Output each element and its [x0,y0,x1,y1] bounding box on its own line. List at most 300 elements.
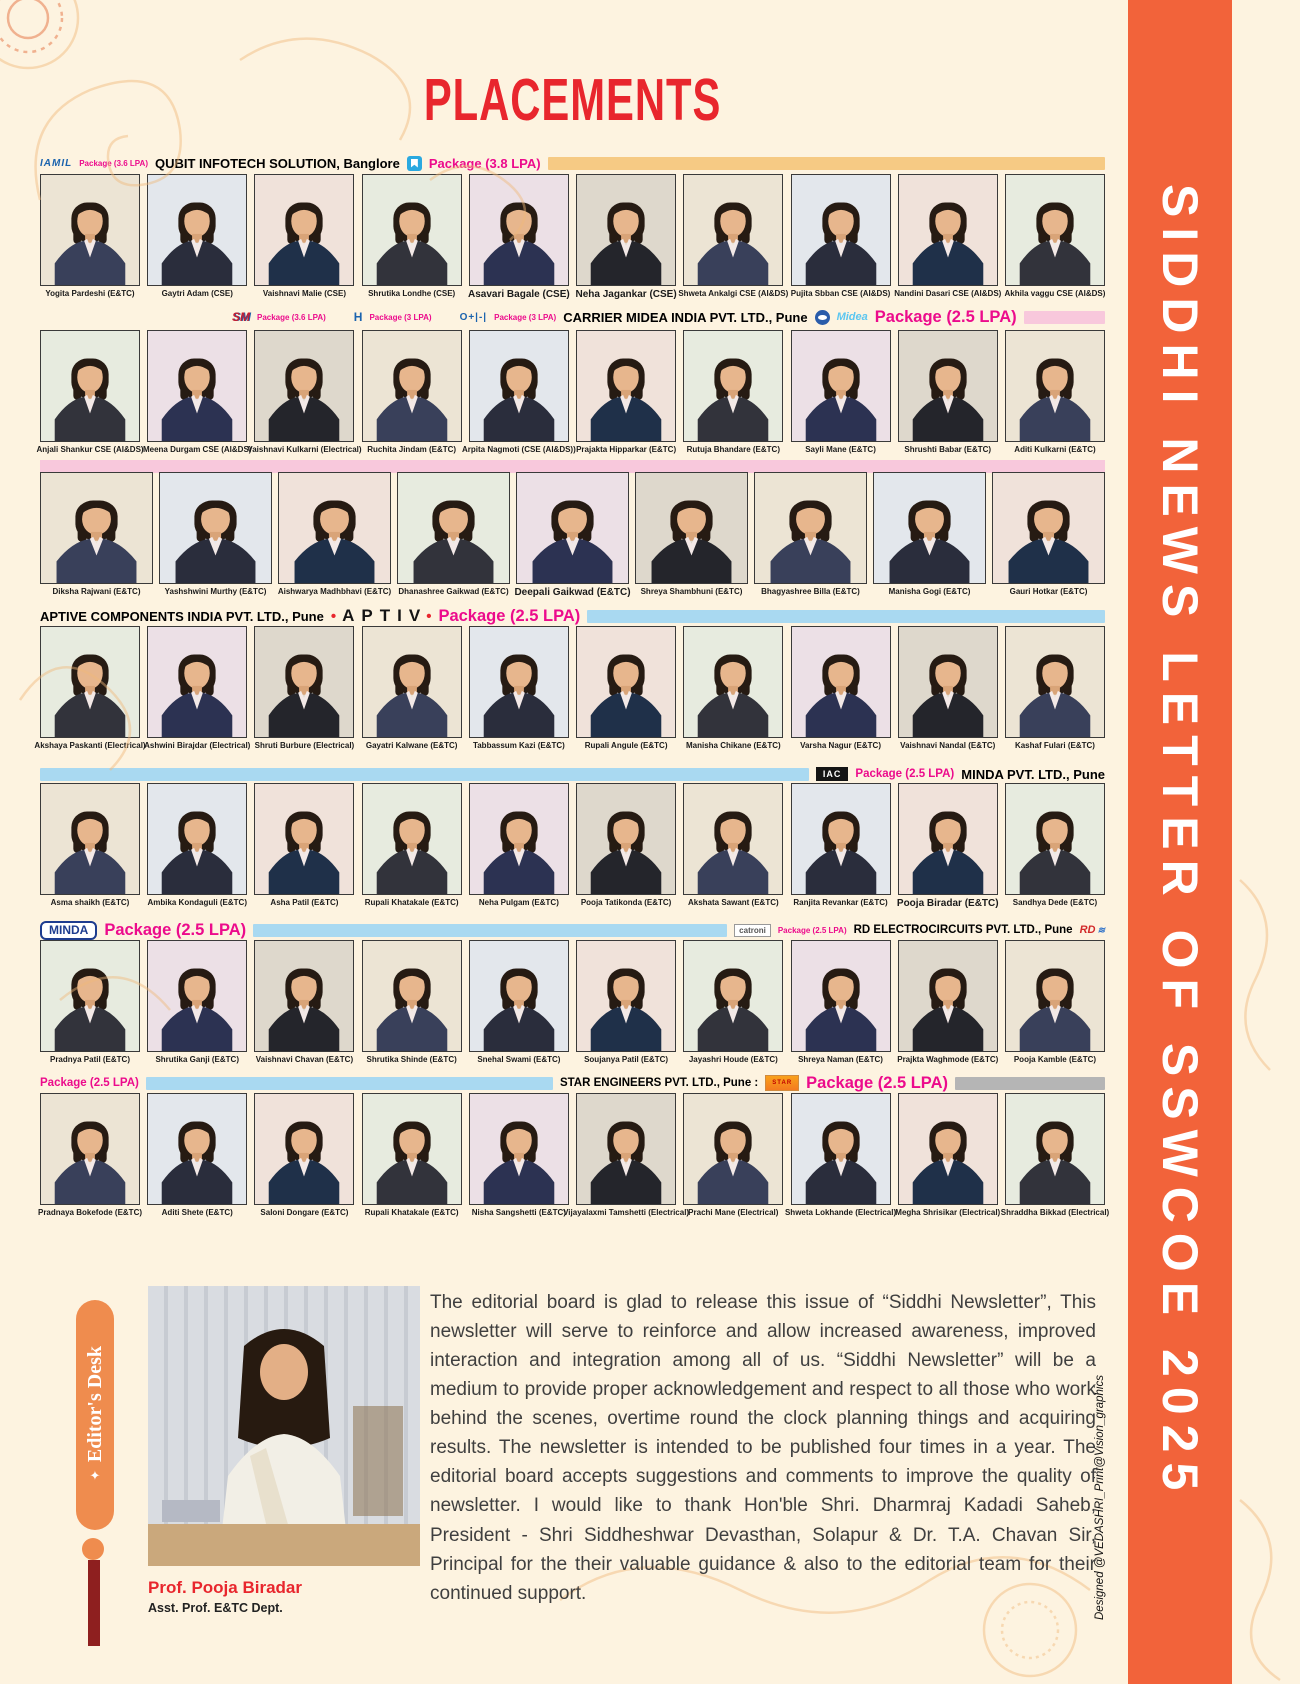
student-photo-image [1006,627,1104,737]
star-logo: STAR [765,1075,799,1091]
rd-logo: RD ≋ [1080,924,1105,936]
student-card [362,174,462,300]
package-label: Package (2.5 LPA) [855,768,955,780]
student-photo-image [1006,941,1104,1051]
editor-photo [148,1286,420,1566]
placement-band [40,764,1105,784]
student-card [576,940,676,1064]
student-photo [683,626,783,738]
package-bar [40,768,809,781]
student-card [683,940,783,1064]
editors-desk-pill [76,1300,114,1530]
student-photo-image [255,175,353,285]
student-photo [469,940,569,1052]
student-photo-image [398,473,509,583]
student-name: Shweta Lokhande (Electrical) [784,1208,897,1217]
student-name: Asha Patil (E&TC) [270,898,339,907]
student-name: Yogita Pardeshi (E&TC) [45,289,135,298]
student-name: Shrutika Shinde (E&TC) [366,1055,457,1064]
minda-logo: MINDA [40,921,97,940]
student-photo [791,174,891,286]
student-photo [40,174,140,286]
student-photo-image [255,784,353,894]
student-photo [683,330,783,442]
student-name: Shruti Burbure (Electrical) [254,741,355,750]
hcl-logo: H [353,310,363,324]
student-photo-image [792,784,890,894]
student-card [461,330,576,454]
student-photo [576,330,676,442]
student-photo-image [792,627,890,737]
student-photo-image [255,1094,353,1204]
student-photo-image [684,784,782,894]
student-name: Shreya Shambhuni (E&TC) [640,587,743,596]
student-name: Ruchita Jindam (E&TC) [367,445,457,454]
package-label: Package (2.5 LPA) [104,920,247,939]
student-photo [576,174,676,286]
student-photo [40,626,140,738]
student-card [683,783,783,909]
student-card [362,783,462,909]
student-card [898,330,998,454]
student-photo [1005,783,1105,895]
student-photo [362,330,462,442]
student-name: Prachi Mane (Electrical) [688,1208,779,1217]
student-name: Rupali Khatakale (E&TC) [364,898,459,907]
student-name: Vaishnavi Kulkarni (Electrical) [247,445,362,454]
student-photo-image [41,627,139,737]
student-card [791,330,891,454]
student-photo [898,330,998,442]
student-name: Nisha Sangshetti (E&TC) [471,1208,566,1217]
editor-designation: Asst. Prof. E&TC Dept. [148,1601,283,1615]
student-photo [40,783,140,895]
student-photo-image [899,331,997,441]
student-photo [683,940,783,1052]
student-card [397,472,510,598]
student-photo-image [363,941,461,1051]
student-card [144,626,251,750]
student-photo-image [363,784,461,894]
student-name: Gaytri Adam (CSE) [161,289,233,298]
student-name: Pradnaya Bokefode (E&TC) [37,1208,143,1217]
student-photo [40,940,140,1052]
package-label: Package (2.5 LPA) [438,606,581,625]
student-card [576,626,676,750]
student-photo [469,626,569,738]
student-name: Shweta Ankalgi CSE (AI&DS) [678,289,789,298]
student-name: Dhanashree Gaikwad (E&TC) [398,587,509,596]
decorative-bar [88,1560,100,1646]
student-photo-image [148,627,246,737]
package-label: Package (3 LPA) [369,312,432,322]
star-icon: ✦ [89,1468,101,1484]
student-name: Akhila vaggu CSE (AI&DS) [1004,289,1106,298]
student-photo-image [577,331,675,441]
student-card [1005,783,1105,909]
student-name: Arpita Nagmoti (CSE (AI&DS)) [461,445,576,454]
student-card [469,940,569,1064]
placement-band [40,1073,1105,1093]
student-name: Shrutika Ganji (E&TC) [155,1055,239,1064]
student-name: Snehal Swami (E&TC) [477,1055,561,1064]
sm-logo: SM [232,310,250,324]
student-name: Prajkta Waghmode (E&TC) [897,1055,999,1064]
student-name: Soujanya Patil (E&TC) [584,1055,669,1064]
student-name: Manisha Chikane (E&TC) [685,741,781,750]
student-card [469,174,569,300]
student-photo [516,472,629,584]
student-photo [469,1093,569,1205]
student-photo-image [755,473,866,583]
package-bar [548,157,1105,170]
student-card [254,1093,354,1217]
student-card [1000,1093,1110,1217]
student-name: Asavari Bagale (CSE) [468,289,570,300]
student-name: Pooja Kamble (E&TC) [1013,1055,1097,1064]
student-card [576,174,676,300]
student-photo-image [470,331,568,441]
package-label: Package (2.5 LPA) [777,925,847,935]
catroni-logo: catroni [734,924,771,937]
spacer [40,317,225,318]
student-photo [576,626,676,738]
package-bar [253,924,727,937]
package-label: Package (2.5 LPA) [806,1073,948,1092]
student-photo [254,330,354,442]
ot-logo: O+|-| [459,311,488,323]
student-photo [898,626,998,738]
student-photo-image [160,473,271,583]
student-photo-image [363,627,461,737]
package-label: Package (3.8 LPA) [428,155,541,171]
student-name: Ashwini Birajdar (Electrical) [144,741,251,750]
student-name: Shrushti Babar (E&TC) [904,445,992,454]
student-name: Diksha Rajwani (E&TC) [52,587,141,596]
student-card [469,1093,569,1217]
student-card [362,1093,462,1217]
student-card [147,174,247,300]
package-bar [955,1077,1105,1090]
student-photo [992,472,1105,584]
student-photo [147,174,247,286]
student-photo [159,472,272,584]
student-photo [147,626,247,738]
student-card [142,330,252,454]
student-photo [683,174,783,286]
student-card [254,626,354,750]
student-card [576,330,676,454]
student-photo [1005,626,1105,738]
student-name: Aishwarya Madhbhavi (E&TC) [277,587,392,596]
student-photo-image [41,1094,139,1204]
student-photo [791,1093,891,1205]
student-photo [147,330,247,442]
student-photo [40,1093,140,1205]
student-photo [791,626,891,738]
company-name: MINDA PVT. LTD., Pune [961,766,1105,782]
company-name: APTIVE COMPONENTS INDIA PVT. LTD., Pune [40,608,324,624]
company-name: RD ELECTROCIRCUITS PVT. LTD., Pune [853,924,1073,936]
student-name: Rupali Khatakale (E&TC) [364,1208,459,1217]
student-card [147,1093,247,1217]
student-photo-image [1006,331,1104,441]
student-photo-image [684,331,782,441]
student-photo-image [899,784,997,894]
carrier-logo-icon [815,310,830,325]
student-card [247,330,362,454]
student-row [36,330,1105,454]
student-row [40,472,1105,598]
student-photo-image [41,784,139,894]
student-card [362,626,462,750]
student-name: Asma shaikh (E&TC) [50,898,130,907]
student-name: Saloni Dongare (E&TC) [260,1208,349,1217]
student-name: Gauri Hotkar (E&TC) [1009,587,1088,596]
student-card [40,940,140,1064]
student-photo-image [792,941,890,1051]
student-card [469,783,569,909]
decorative-dot [82,1538,104,1560]
student-name: Jayashri Houde (E&TC) [688,1055,778,1064]
student-photo [754,472,867,584]
student-photo [469,330,569,442]
package-label: Package (2.5 LPA) [40,1077,139,1089]
student-name: Shreya Naman (E&TC) [798,1055,883,1064]
package-label: Package (2.5 LPA) [874,307,1017,326]
student-photo-image [899,627,997,737]
qubit-logo-icon [407,156,422,171]
student-photo-image [684,1094,782,1204]
student-photo [469,783,569,895]
student-card [784,1093,897,1217]
editor-name: Prof. Pooja Biradar [148,1578,302,1597]
student-card [563,1093,690,1217]
student-photo [254,626,354,738]
student-card [362,330,462,454]
student-card [469,626,569,750]
student-photo-image [899,941,997,1051]
spacer [439,317,453,318]
student-name: Nandini Dasari CSE (AI&DS) [894,289,1002,298]
student-card [898,940,998,1064]
student-photo [791,783,891,895]
student-photo [1005,174,1105,286]
student-photo [898,1093,998,1205]
company-name: CARRIER MIDEA INDIA PVT. LTD., Pune [563,309,808,325]
student-name: Rupali Angule (E&TC) [584,741,668,750]
student-card [992,472,1105,598]
student-name: Meena Durgam CSE (AI&DS) [142,445,252,454]
student-photo-image [41,941,139,1051]
student-card [254,174,354,300]
student-photo-image [470,941,568,1051]
student-photo-image [899,1094,997,1204]
student-photo-image [470,627,568,737]
spacer [333,317,347,318]
student-row [40,940,1105,1064]
student-row [34,626,1105,750]
student-photo [362,1093,462,1205]
student-photo [362,783,462,895]
student-card [1005,626,1105,750]
iac-logo: IAC [816,767,849,781]
student-card [635,472,748,598]
student-card [894,174,1002,300]
student-photo [1005,1093,1105,1205]
student-card [40,783,140,909]
student-name: Deepali Gaikwad (E&TC) [514,587,631,598]
student-card [898,783,998,909]
student-card [683,1093,783,1217]
student-name: Tabbassum Kazi (E&TC) [472,741,565,750]
student-name: Ambika Kondaguli (E&TC) [147,898,247,907]
student-name: Neha Pulgam (E&TC) [478,898,559,907]
student-card [683,330,783,454]
student-card [34,626,146,750]
student-name: Akshaya Paskanti (Electrical) [34,741,146,750]
package-bar [146,1077,553,1090]
student-name: Yashshwini Murthy (E&TC) [164,587,267,596]
student-card [576,783,676,909]
editor-photo-image [148,1286,420,1566]
student-photo [683,783,783,895]
side-banner [1128,0,1232,1684]
student-photo [362,626,462,738]
student-photo-image [148,1094,246,1204]
student-name: Vaishnavi Chavan (E&TC) [255,1055,354,1064]
student-photo-image [684,941,782,1051]
student-card [791,783,891,909]
student-row [37,1093,1110,1217]
student-photo [254,940,354,1052]
student-photo [576,940,676,1052]
package-label: Package (3.6 LPA) [79,158,148,168]
package-label: Package (3 LPA) [494,312,557,322]
student-photo-image [684,627,782,737]
placement-band [40,153,1105,173]
student-card [278,472,391,598]
student-card [1005,174,1105,300]
page-title-text: PLACEMENTS [423,67,722,134]
student-card [895,1093,1001,1217]
student-name: Vaishnavi Nandal (E&TC) [900,741,996,750]
package-bar [587,610,1105,623]
student-photo-image [874,473,985,583]
student-card [516,472,629,598]
student-photo [147,1093,247,1205]
student-name: Ranjita Revankar (E&TC) [793,898,888,907]
package-label: Package (3.6 LPA) [257,312,326,322]
student-photo-image [792,1094,890,1204]
student-card [873,472,986,598]
package-bar [1024,311,1105,324]
student-photo-image [470,784,568,894]
student-photo-image [577,627,675,737]
student-card [36,330,144,454]
student-card [678,174,789,300]
student-photo-image [993,473,1104,583]
student-name: Pujita Sbban CSE (AI&DS) [790,289,891,298]
student-photo-image [470,1094,568,1204]
student-photo-image [363,331,461,441]
placement-band [40,307,1105,327]
student-card [898,626,998,750]
placement-band [40,920,1105,940]
student-card [683,626,783,750]
student-name: Anjali Shankur CSE (AI&DS) [36,445,144,454]
student-card [791,940,891,1064]
student-photo-image [1006,1094,1104,1204]
student-photo [147,783,247,895]
student-photo-image [363,175,461,285]
placement-band [40,606,1105,626]
student-photo [1005,940,1105,1052]
company-name: STAR ENGINEERS PVT. LTD., Pune : [559,1077,759,1089]
student-card [159,472,272,598]
student-row [40,783,1105,909]
student-photo [1005,330,1105,442]
student-card [791,626,891,750]
student-photo-image [684,175,782,285]
student-name: Pooja Biradar (E&TC) [896,898,999,909]
student-name: Bhagyashree Billa (E&TC) [761,587,860,596]
student-card [147,940,247,1064]
student-card [37,1093,143,1217]
student-card [254,783,354,909]
student-card [40,174,140,300]
student-name: Pooja Tatikonda (E&TC) [580,898,672,907]
student-photo [254,1093,354,1205]
student-name: Shraddha Bikkad (Electrical) [1000,1208,1110,1217]
student-card [791,174,891,300]
aptiv-logo: • APTIV • [331,606,432,626]
student-photo [40,330,140,442]
student-photo-image [279,473,390,583]
student-photo-image [577,784,675,894]
student-name: Vijayalaxmi Tamshetti (Electrical) [563,1208,690,1217]
student-photo [898,783,998,895]
student-photo-image [1006,784,1104,894]
student-photo-image [148,331,246,441]
student-photo [683,1093,783,1205]
student-card [254,940,354,1064]
student-card [40,472,153,598]
student-photo [873,472,986,584]
student-card [754,472,867,598]
student-name: Rutuja Bhandare (E&TC) [686,445,780,454]
student-photo [362,940,462,1052]
student-photo [576,783,676,895]
student-name: Aditi Shete (E&TC) [161,1208,233,1217]
student-photo-image [148,175,246,285]
student-photo [898,940,998,1052]
student-photo-image [363,1094,461,1204]
student-name: Aditi Kulkarni (E&TC) [1014,445,1096,454]
page-title [40,67,1105,134]
designer-credit: Designed @VEDASHRI_Print@Vision_graphics [1094,1375,1106,1620]
side-banner-text: SIDDHI NEWS LETTER OF SSWCOE 2025 [1152,183,1208,1501]
student-name: Neha Jagankar (CSE) [575,289,677,300]
student-photo-image [255,941,353,1051]
student-name: Kashaf Fulari (E&TC) [1014,741,1095,750]
student-name: Sandhya Dede (E&TC) [1012,898,1098,907]
student-photo-image [792,331,890,441]
student-photo [147,940,247,1052]
student-photo [397,472,510,584]
student-photo-image [148,941,246,1051]
editorial-paragraph: The editorial board is glad to release this issue of “Siddhi Newsletter”, This newsletter will serve to reinforce and allow increased awareness, improved interaction and integration among all of us. “Siddhi Newsletter” will be a medium to provide proper acknowledgement and respect to all those who work behind the scenes, overtime round the clock planning things and acquiring results. The newsletter is intended to be published four times in a year. The editorial board accepts suggestions and comments to improve the quality of newsletter. I would like to thank Hon'ble Shri. Dharmraj Kadadi Saheb, President - Shri Siddheshwar Devasthan, Solapur & Dr. T.A. Chavan Sir, Principal for the their valuable guidance & also to the editorial team for their continued support. [430,1292,1096,1604]
